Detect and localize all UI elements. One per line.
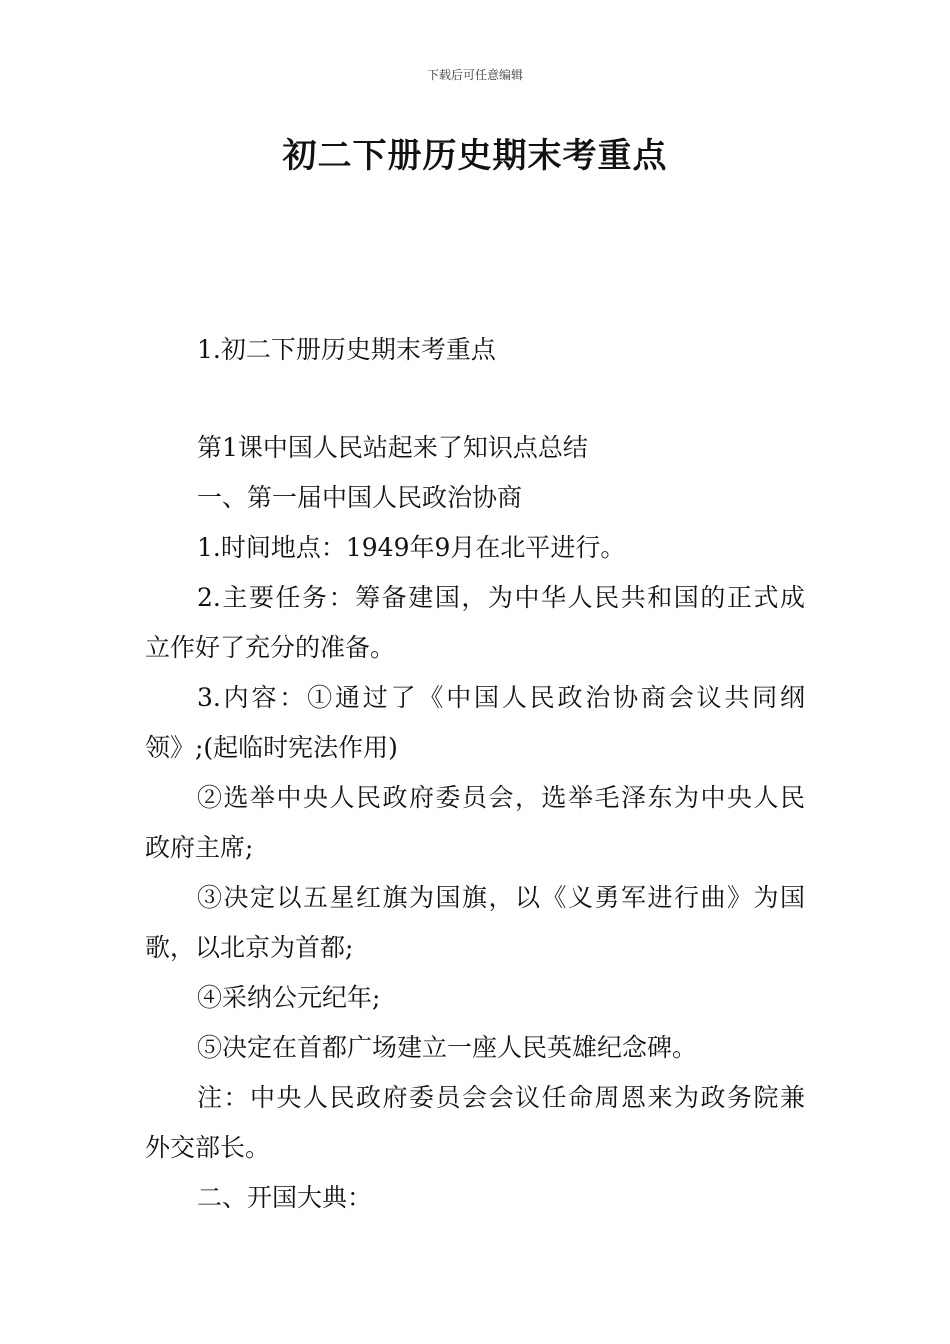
paragraph-line: 一、第一届中国人民政治协商 [197, 483, 523, 512]
paragraph-line: ⑤决定在首都广场建立一座人民英雄纪念碑。 [197, 1033, 698, 1062]
section-heading: 二、开国大典： [197, 1183, 373, 1212]
paragraph-line: 领》;(起临时宪法作用) [145, 733, 398, 762]
header-note: 下载后可任意编辑 [426, 68, 523, 82]
paragraph-line: 立作好了充分的准备。 [145, 633, 396, 662]
paragraph-line: 2.主要任务：筹备建国，为中华人民共和国的正式成 [197, 583, 805, 612]
paragraph-line: ④采纳公元纪年; [197, 983, 381, 1012]
paragraph-line: 外交部长。 [145, 1133, 271, 1162]
section-heading: 1.初二下册历史期末考重点 [197, 335, 496, 364]
paragraph-line: ③决定以五星红旗为国旗，以《义勇军进行曲》为国 [197, 883, 805, 912]
lesson-heading: 第1课中国人民站起来了知识点总结 [197, 433, 588, 462]
document-title: 初二下册历史期末考重点 [282, 136, 668, 176]
paragraph-line: 1.时间地点：1949年9月在北平进行。 [197, 533, 626, 562]
paragraph-line: 政府主席; [145, 833, 254, 862]
paragraph-line: 3.内容：①通过了《中国人民政治协商会议共同纲 [197, 683, 805, 712]
paragraph-line: ②选举中央人民政府委员会，选举毛泽东为中央人民 [197, 783, 805, 812]
paragraph-line: 歌，以北京为首都; [145, 933, 354, 962]
paragraph-line: 注：中央人民政府委员会会议任命周恩来为政务院兼 [197, 1083, 805, 1112]
